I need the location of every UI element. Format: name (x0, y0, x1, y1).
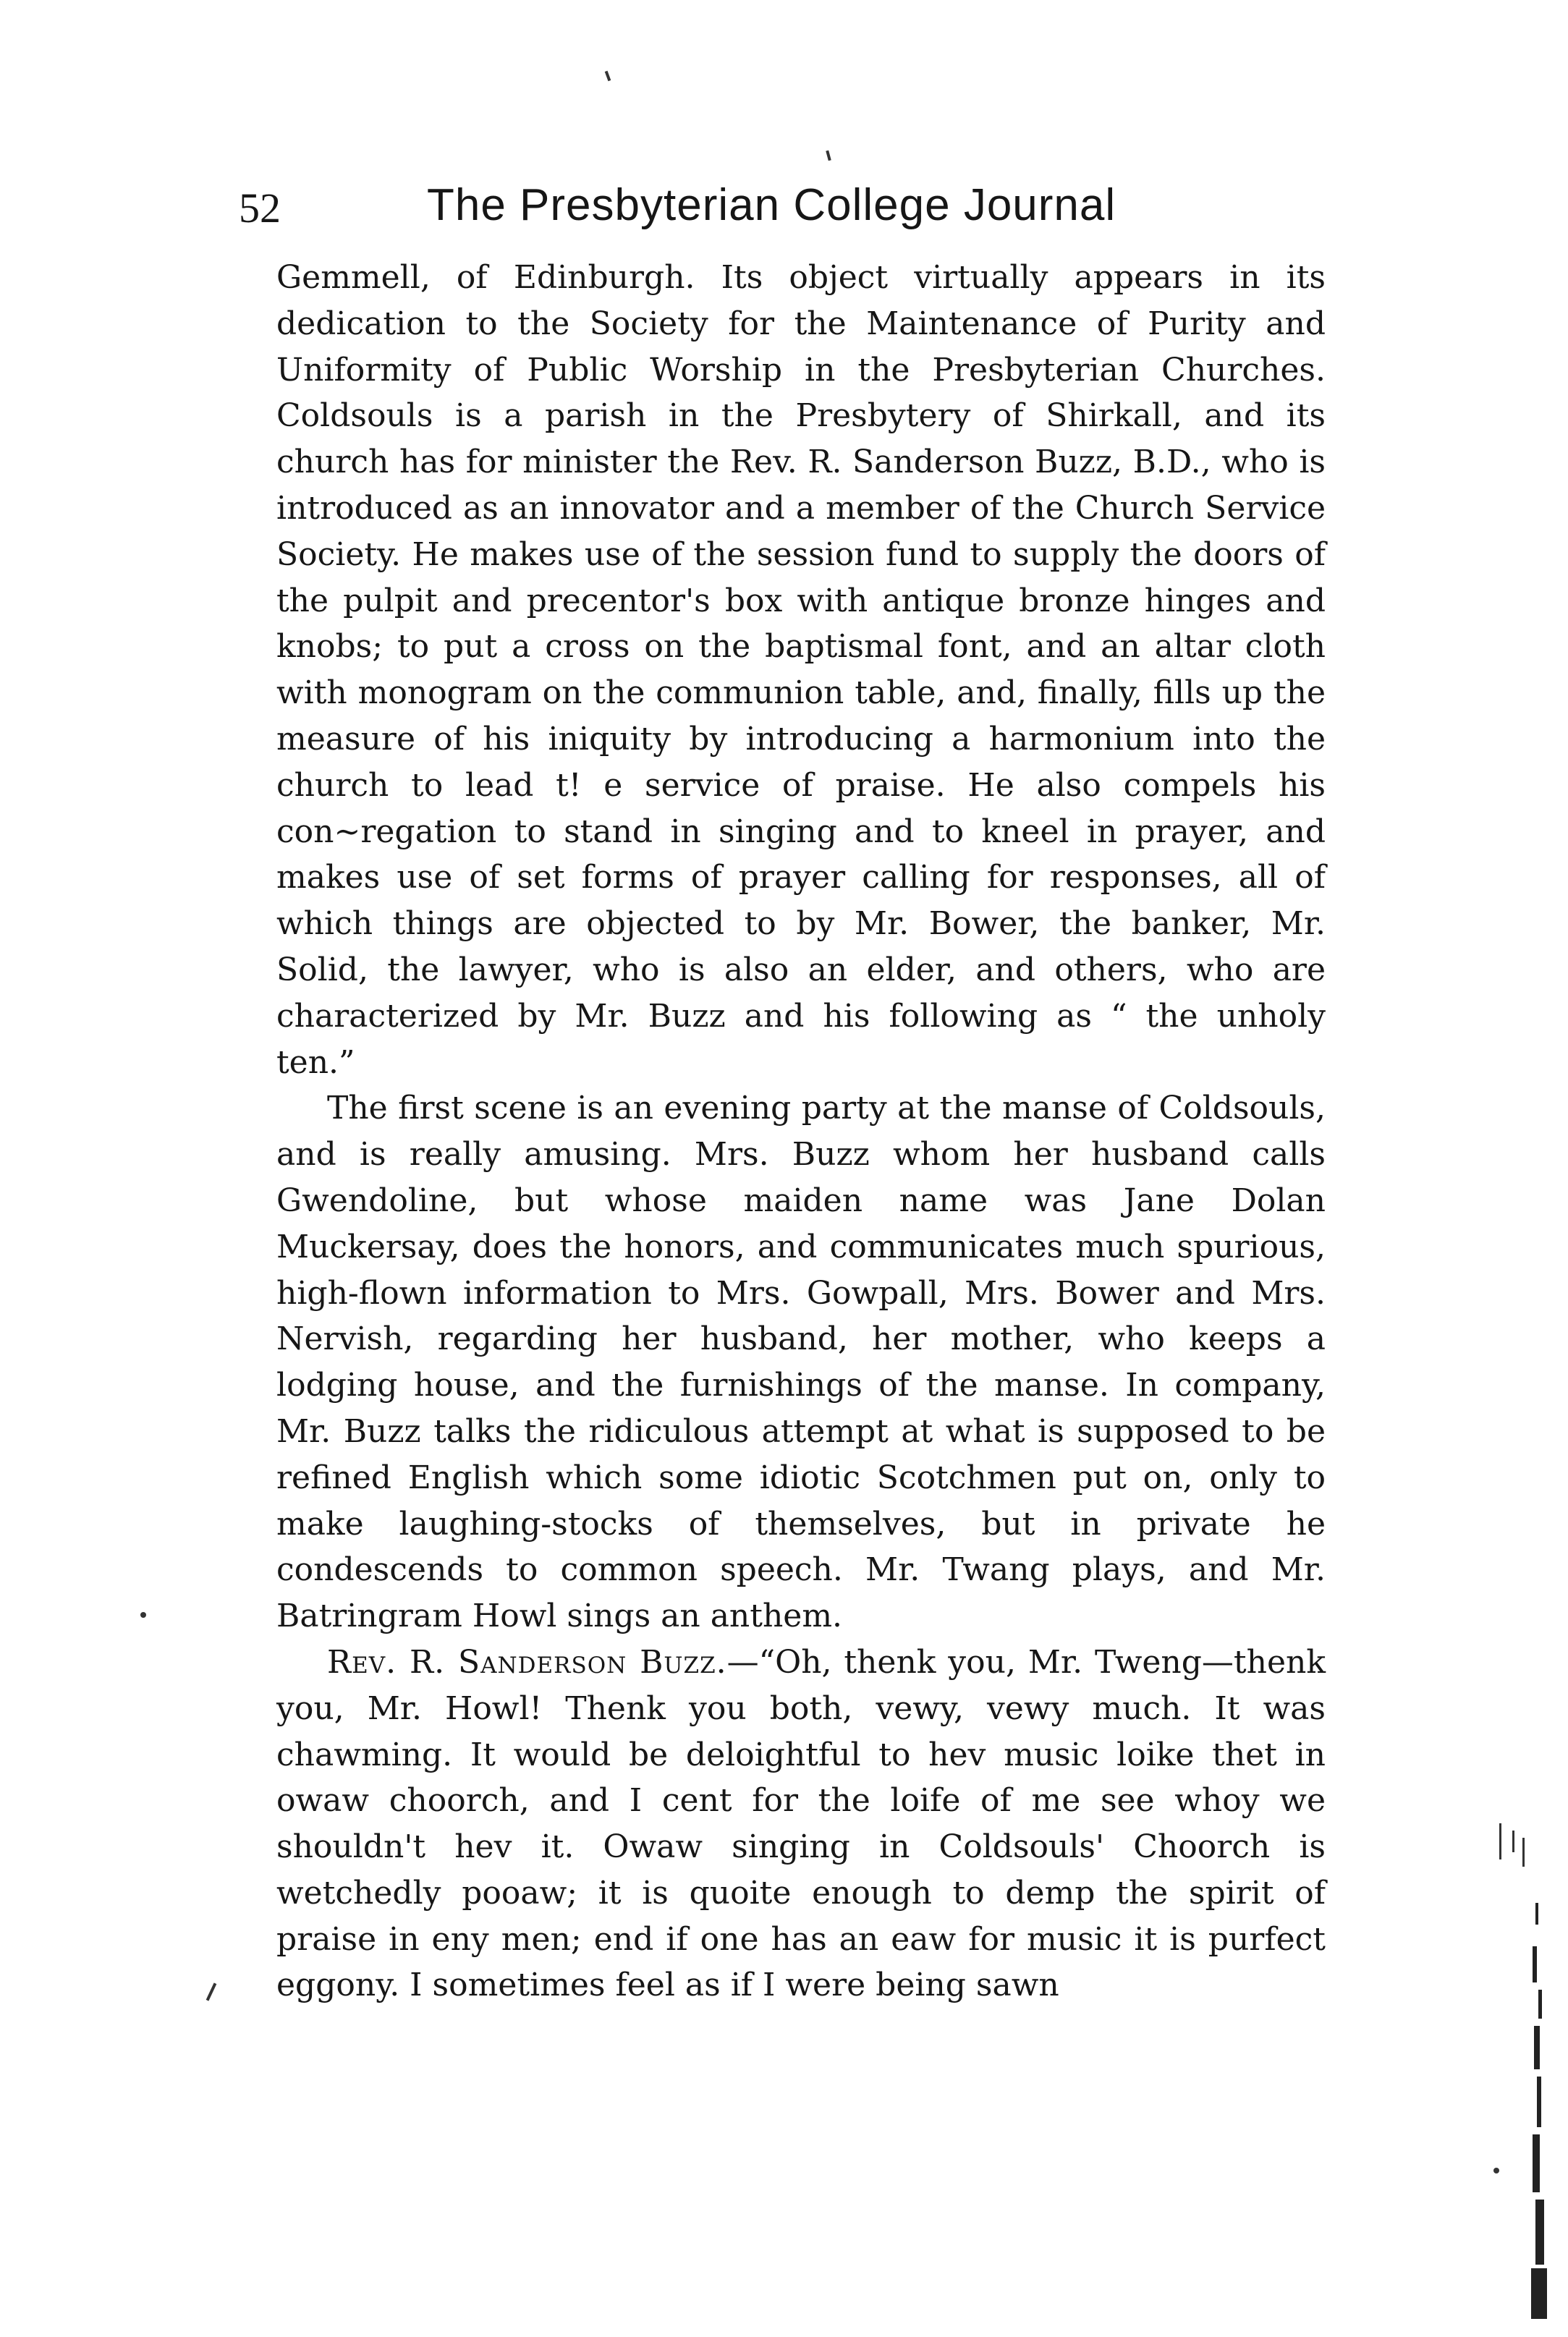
page-number: 52 (239, 184, 281, 232)
paragraph-2: The first scene is an evening party at the manse of Coldsouls, and is really amusing. Mrs. Buzz whom her husband calls Gwendoline, but whose maiden name was Jane Dolan Muckersay, does the honors, and communicates much spurious, high-flown information to Mrs. Gowpall, Mrs. Bower and Mrs. Nervish, regarding her husband, her mother, who keeps a lodging house, and the furnishings of the manse. In company, Mr. Buzz talks the ridiculous attempt at what is supposed to be refined English which some idiotic Scotchmen put on, only to make laughing-stocks of themselves, but in private he condescends to common speech. Mr. Twang plays, and Mr. Batringram Howl sings an anthem. (276, 1090, 1326, 1635)
speaker-name: Rev. R. Sanderson Buzz. (327, 1643, 727, 1681)
body-text (276, 255, 1326, 2009)
page-header (239, 166, 1165, 246)
running-title: The Presbyterian College Journal (427, 180, 1116, 230)
paragraph-3 (276, 1640, 1326, 2009)
paragraph-1: Gemmell, of Edinburgh. Its object virtually appears in its dedication to the Society for the Maintenance of Purity and Uniformity of Public Worship in the Presbyterian Churches. Coldsouls is a parish in the Presbytery of Shirkall, and its church has for minister the Rev. R. Sanderson Buzz, B.D., who is introduced as an innovator and a member of the Church Service Society. He makes use of the session fund to supply the doors of the pulpit and precentor's box with antique bronze hinges and knobs; to put a cross on the baptismal font, and an altar cloth with monogram on the communion table, and, finally, fills up the measure of his iniquity by introducing a harmonium into the church to lead t! e service of praise. He also compels his con~regation to stand in singing and to kneel in prayer, and makes use of set forms of prayer calling for responses, all of which things are objected to by Mr. Bower, the banker, Mr. Solid, the lawyer, who is also an elder, and others, who are characterized by Mr. Buzz and his following as “ the unholy ten.” (276, 259, 1326, 1081)
binding-edge-artifact (1525, 1903, 1554, 2323)
dialogue-text: —“Oh, thenk you, Mr. Tweng—thenk you, Mr. Howl! Thenk you both, vewy, vewy much. It was chawming. It would be deloightful to hev music loike thet in owaw choorch, and I cent for the loife of me see whoy we shouldn't hev it. Owaw singing in Coldsouls' Choorch is wetchedly pooaw; it is quoite enough to demp the spirit of praise in eny men; end if one has an eaw for music it is purfect eggony. I sometimes feel as if I were being sawn (276, 1643, 1326, 2004)
